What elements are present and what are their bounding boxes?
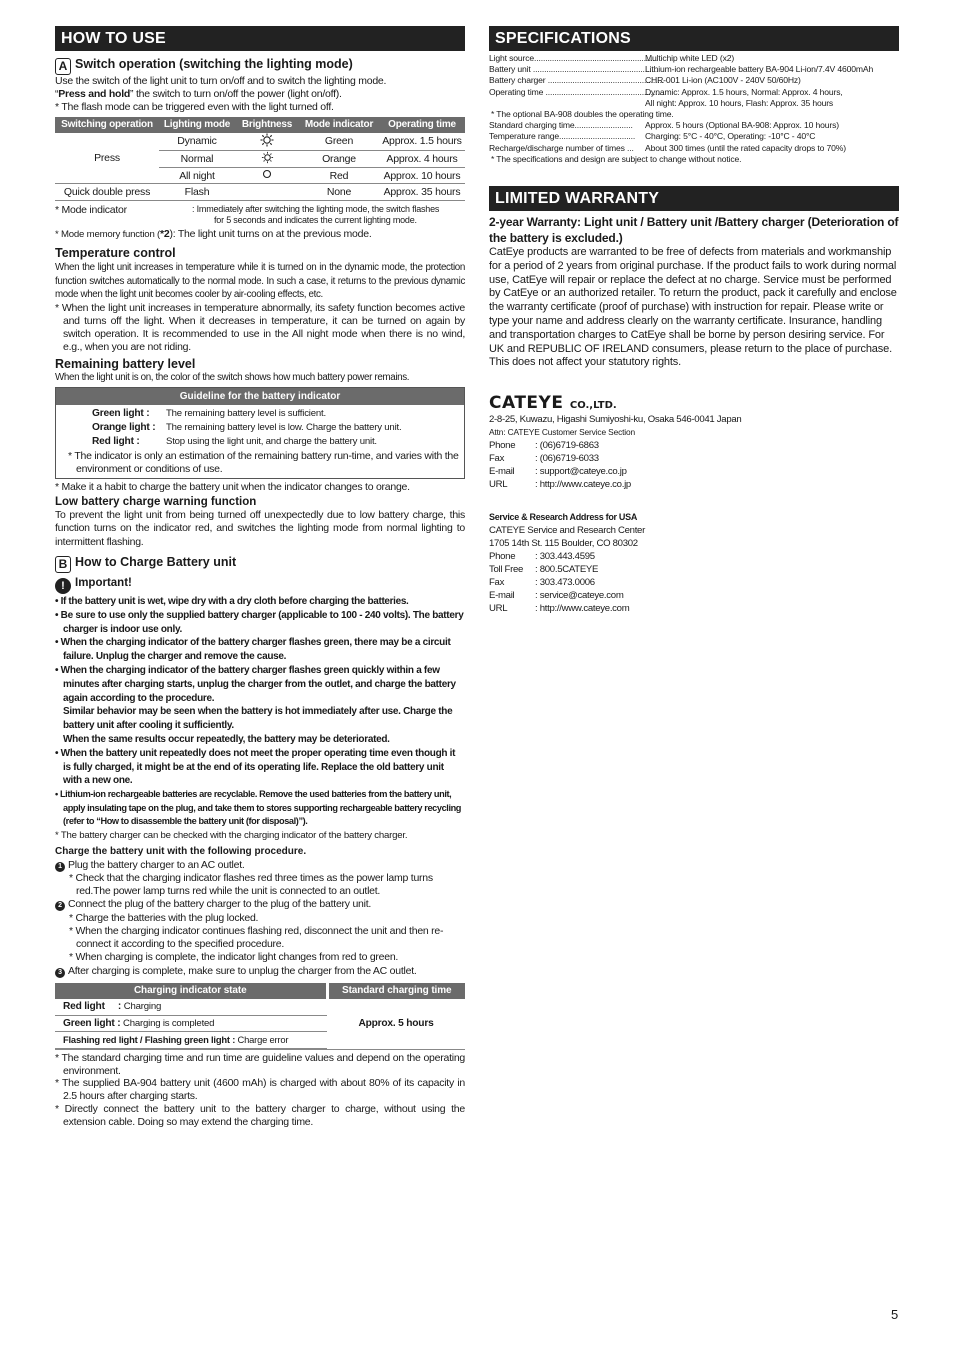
mode-indicator-text1: : Immediately after switching the lighting mode, the switch flashes (192, 204, 440, 215)
spec-value: Dynamic: Approx. 1.5 hours, Normal: Approx. 4 hours, (645, 86, 843, 97)
contact-value: : http://www.cateye.co.jp (535, 479, 631, 491)
lighting-mode-table (55, 117, 465, 202)
contact-key: E-mail (489, 466, 515, 478)
contact-value: : support@cateye.co.jp (535, 466, 627, 478)
spec-key (489, 98, 645, 109)
spec-value: All night: Approx. 10 hours, Flash: Approx. 35 hours (645, 97, 834, 108)
battery-level-p1: When the light unit is on, the color of the switch shows how much battery power remains. (55, 372, 410, 384)
step-2-note-2: * When the charging indicator continues flashing red, disconnect the unit and then re-connect it according to the specified procedure. (69, 924, 444, 951)
page-number: 5 (891, 1307, 899, 1322)
cateye-logo (489, 393, 899, 413)
spec-key: Battery unit ........................................................ (489, 64, 659, 75)
warranty-subtitle: 2-year Warranty: Light unit / Battery unit /Battery charger (Deterioration of the battery is excluded.) (489, 215, 899, 246)
logo-suffix: CO.,LTD. (569, 400, 617, 412)
spec-row (489, 143, 899, 154)
spec-value: Lithium-ion rechargeable battery BA-904 Li-ion/7.4V 4600mAh (645, 64, 874, 75)
contact-row (489, 452, 899, 465)
left-column (55, 26, 465, 1128)
memory-post: ): The light unit turns on at the previous mode. (169, 228, 372, 241)
th-charge-time: Standard charging time (327, 983, 465, 999)
right-column (489, 26, 899, 615)
battery-guide-title: Guideline for the battery indicator (56, 388, 464, 405)
end-note-2: * The supplied BA-904 battery unit (4600 mAh) is charged with about 80% of its capacity in 2.5 hours after charging starts. (55, 1077, 465, 1103)
table-row (55, 999, 465, 1016)
temperature-p1: When the light unit increases in temperature while it is turned on in the dynamic mode, the protection function switches automatically to the normal mode. In such a case, it returns to the previous dynamic mode when the light unit becomes cooler by air-cooling effects, etc. (55, 262, 465, 301)
charge-row-red (55, 999, 327, 1016)
th-time: Operating time (379, 117, 465, 133)
charge-row-green (55, 1015, 327, 1032)
contact-value: : http://www.cateye.com (535, 603, 630, 615)
usa-title: Service & Research Address for USA (489, 512, 638, 523)
specifications-heading: SPECIFICATIONS (489, 26, 899, 51)
sun-bright-icon (235, 133, 299, 151)
charge-text: Charging is completed (123, 1017, 215, 1029)
warranty-heading: LIMITED WARRANTY (489, 186, 899, 211)
line2-post: ” the switch to turn on/off the power (light on/off). (130, 88, 342, 101)
press-hold-bold: Press and hold (58, 88, 131, 101)
company-block (489, 393, 899, 615)
contact-row (489, 478, 899, 491)
step-1 (55, 859, 465, 872)
battery-level-section (55, 357, 465, 550)
th-charge-state: Charging indicator state (55, 983, 327, 999)
spec-value: Approx. 5 hours (Optional BA-908: Approx. 10 hours) (645, 120, 839, 131)
charging-table (55, 983, 465, 1049)
low-battery-text: To prevent the light unit from being turned off unexpectedly due to low battery charge, this function turns on the indicator red, and switches the lighting mode from normal lighting to intermittent flashing. (55, 508, 465, 549)
contact-value: : (06)6719-6863 (535, 440, 599, 452)
charge-label: Red light (63, 1001, 105, 1013)
spec-row (489, 64, 899, 75)
mode-cell: Normal (159, 150, 235, 167)
contact-key: Fax (489, 453, 505, 465)
end-note-1: * The standard charging time and run time are guideline values and depend on the operating environment. (55, 1051, 465, 1077)
bullet-4-cont2: When the same results occur repeatedly, the battery may be deteriorated. (63, 733, 390, 745)
contact-key: Phone (489, 551, 516, 563)
charge-time-cell: Approx. 5 hours (358, 1017, 434, 1029)
spec-row (489, 131, 899, 142)
indicator-cell: Red (299, 167, 379, 184)
section-b-title-text: How to Charge Battery unit (75, 554, 237, 569)
th-brightness: Brightness (235, 117, 299, 133)
how-to-use-heading: HOW TO USE (55, 26, 465, 51)
contact-key: Toll Free (489, 564, 524, 576)
spec-key: Recharge/discharge number of times ... (489, 142, 634, 153)
spec-list (489, 53, 899, 165)
battery-guide-box (55, 387, 465, 479)
guide-note: * The indicator is only an estimation of the remaining battery run-time, and varies with the environment or conditions of use. (68, 449, 459, 476)
procedure-title: Charge the battery unit with the following procedure. (55, 845, 307, 857)
logo-text: CATEYE (489, 393, 564, 414)
low-battery-title: Low battery charge warning function (55, 495, 257, 508)
mode-indicator-text2: for 5 seconds and indicates the current lighting mode. (214, 215, 417, 226)
step-3-text: After charging is complete, make sure to unplug the charger from the AC outlet. (68, 964, 417, 977)
spec-value: Charging: 5°C - 40°C, Operating: -10°C - 40°C (645, 131, 816, 142)
contact-key: E-mail (489, 590, 515, 602)
charger-note: * The battery charger can be checked with the charging indicator of the battery charger. (55, 829, 408, 841)
section-a-line1: Use the switch of the light unit to turn on/off and to switch the lighting mode. (55, 75, 387, 87)
mode-indicator-note (55, 204, 465, 226)
sun-medium-icon (235, 150, 299, 167)
section-a-line2 (55, 88, 465, 101)
indicator-cell: None (299, 184, 379, 201)
guide-label: Red light : (92, 435, 140, 447)
contact-row (489, 589, 899, 602)
spec-row (489, 98, 899, 109)
warranty-body: CatEye products are warranted to be free of defects from materials and workmanship for a period of 2 years from original purchase. If the product fails to work during normal use, CatEye will repair or replace the defect at no charge. Service must be performed by CatEye or an authorized retailer. To return the product, pack it carefully and enclose the warranty certificate (proof of purchase) with instruction for repair. Please write or type your name and address clearly on the warranty certificate. Insurance, handling and transportation charges to CatEye shall be borne by person desiring service. For UK and REPUBLIC OF IRELAND consumers, please return to the place of purchase. This does not affect your statutory rights. (489, 246, 897, 369)
spec-key: Temperature range.................................. (489, 131, 636, 142)
step-1-note: * Check that the charging indicator flashes red three times as the power lamp turns red.The power lamp turns red while the unit is connected to an outlet. (69, 872, 433, 898)
th-indicator: Mode indicator (299, 117, 379, 133)
contact-key: URL (489, 603, 508, 615)
spec-key: Light source....................................................... (489, 53, 658, 63)
temperature-note: * When the light unit increases in temperature abnormally, its safety function becomes active and turns off the light. When it decreases in temperature, it can be turned on again by switch operation. It is recommended to use in the All night mode when there is no wind, e.g., when you are not riding. (55, 301, 465, 354)
mode-cell: Flash (159, 184, 235, 201)
step-3-number-icon: 3 (55, 968, 65, 978)
bullet-5: • When the battery unit repeatedly does not meet the proper operating time even though it is fully charged, it might be at the end of its operating life. Replace the old battery unit with a new one. (55, 747, 456, 787)
important-heading (55, 575, 465, 594)
mode-cell: Dynamic (159, 133, 235, 151)
important-text: Important! (75, 576, 132, 589)
spec-key: Battery charger .................................................... (489, 75, 665, 86)
step-2-note-1: * Charge the batteries with the plug locked. (69, 911, 259, 924)
exclamation-icon: ! (55, 578, 71, 594)
guide-label: Orange light : (92, 421, 156, 433)
bullet-1: • If the battery unit is wet, wipe dry with a dry cloth before charging the batteries. (55, 595, 409, 607)
charge-text: Charging (123, 1001, 162, 1013)
press-cell: Press (55, 133, 159, 184)
memory-bold: *2 (160, 228, 170, 241)
mode-cell: All night (159, 167, 235, 184)
line2-pre: “ (55, 88, 59, 101)
time-cell: Approx. 1.5 hours (379, 133, 465, 151)
guide-item-orange (56, 421, 464, 435)
indicator-cell: Green (299, 133, 379, 151)
guide-item-green (56, 407, 464, 421)
section-b-badge: B (55, 556, 71, 573)
guide-text: The remaining battery level is sufficient. (166, 407, 326, 419)
th-lighting: Lighting mode (159, 117, 235, 133)
spec-row (489, 87, 899, 98)
mode-indicator-desc (192, 204, 439, 226)
end-note-3: * Directly connect the battery unit to the battery charger to charge, without using the extension cable. Doing so may extend the charging time. (55, 1102, 465, 1128)
step-3 (55, 965, 465, 978)
section-b (55, 555, 465, 1129)
charge-label: Green light : (63, 1017, 121, 1029)
guide-item-red (56, 435, 464, 449)
orange-note: * Make it a habit to charge the battery unit when the indicator changes to orange. (55, 481, 410, 494)
step-1-number-icon: 1 (55, 862, 65, 872)
section-a-title (55, 57, 465, 75)
table-row (55, 133, 465, 151)
spec-row (489, 75, 899, 86)
table-row (55, 184, 465, 201)
time-cell: Approx. 4 hours (379, 150, 465, 167)
usa-address: 1705 14th St. 115 Boulder, CO 80302 (489, 538, 638, 550)
bullet-6: • Lithium-ion rechargeable batteries are recyclable. Remove the used batteries from the battery unit, apply insulating tape on the plug, and take them to stores supporting rechargeable battery recycling (refer to “How to disassemble the battery unit (for disposal)”). (55, 789, 462, 827)
spec-key: Operating time ..................................................... (489, 86, 665, 97)
indicator-cell: Orange (299, 150, 379, 167)
spec-note-2: * The specifications and design are subject to change without notice. (491, 153, 742, 164)
section-a-badge: A (55, 58, 71, 75)
th-switching: Switching operation (55, 117, 159, 133)
spec-note-1: * The optional BA-908 doubles the operating time. (491, 109, 674, 120)
spec-value: Multichip white LED (x2) (645, 53, 735, 63)
contact-row (489, 602, 899, 615)
step-2-text: Connect the plug of the battery charger to the plug of the battery unit. (68, 898, 372, 911)
bullet-4: • When the charging indicator of the battery charger flashes green quickly within a few minutes after charging starts, unplug the charger from the outlet, and charge the battery again according to the procedure. (55, 664, 456, 704)
guide-text: The remaining battery level is low. Charge the battery unit. (166, 421, 402, 433)
spec-value: CHR-001 Li-ion (AC100V - 240V 50/60Hz) (645, 75, 801, 86)
time-cell: Approx. 10 hours (379, 167, 465, 184)
step-2-number-icon: 2 (55, 901, 65, 911)
bullet-4-cont1: Similar behavior may be seen when the battery is hot immediately after use. Charge the battery unit after cooling it sufficiently. (63, 706, 453, 732)
contact-row (489, 550, 899, 563)
bullet-2: • Be sure to use only the supplied battery charger (applicable to 100 - 240 volts). The battery charger is indoor use only. (55, 609, 464, 635)
contact-row (489, 576, 899, 589)
contact-row (489, 465, 899, 478)
temperature-title: Temperature control (55, 246, 176, 261)
contact-value: : (06)6719-6033 (535, 453, 599, 465)
temperature-section (55, 246, 465, 354)
contact-value: : 303.443.4595 (535, 551, 595, 563)
charge-row-flash (55, 1032, 327, 1049)
usa-name: CATEYE Service and Research Center (489, 525, 645, 537)
charge-label: Flashing red light / Flashing green light : (63, 1034, 236, 1046)
section-b-title (55, 555, 465, 573)
contact-key: Fax (489, 577, 505, 589)
time-cell: Approx. 35 hours (379, 184, 465, 201)
step-2-note-3: * When charging is complete, the indicator light changes from red to green. (69, 951, 399, 964)
memory-pre: * Mode memory function ( (55, 229, 161, 241)
mode-indicator-label: * Mode indicator (55, 204, 127, 217)
company-attn: Attn: CATEYE Customer Service Section (489, 427, 636, 438)
battery-level-title: Remaining battery level (55, 357, 196, 372)
charge-sep: : (104, 1001, 124, 1013)
spec-key: Standard charging time.......................... (489, 120, 633, 131)
contact-key: URL (489, 479, 508, 491)
spec-row (489, 53, 899, 64)
operation-cell: Quick double press (55, 184, 159, 201)
spec-row (489, 120, 899, 131)
section-a (55, 57, 465, 241)
contact-value: : 800.5CATEYE (535, 564, 599, 576)
contact-value: : 303.473.0006 (535, 577, 595, 589)
contact-row (489, 563, 899, 576)
mode-memory-note (55, 228, 465, 241)
guide-text: Stop using the light unit, and charge the battery unit. (166, 435, 377, 447)
bullet-3: • When the charging indicator of the battery charger flashes green, there may be a circuit failure. Unplug the charger and remove the cause. (55, 637, 451, 663)
contact-value: : service@cateye.com (535, 590, 624, 602)
flash-mode-note: * The flash mode can be triggered even with the light turned off. (55, 101, 334, 114)
empty-cell (235, 184, 299, 201)
section-a-title-text: Switch operation (switching the lighting mode) (75, 57, 353, 71)
circle-low-icon (235, 167, 299, 184)
guide-label: Green light : (92, 407, 150, 419)
spec-value: About 300 times (until the rated capacity drops to 70%) (645, 142, 846, 153)
contact-row (489, 439, 899, 452)
step-1-text: Plug the battery charger to an AC outlet. (68, 858, 245, 871)
company-address: 2-8-25, Kuwazu, Higashi Sumiyoshi-ku, Osaka 546-0041 Japan (489, 414, 742, 426)
step-2 (55, 898, 465, 911)
contact-key: Phone (489, 440, 516, 452)
charge-text: Charge error (237, 1034, 289, 1046)
